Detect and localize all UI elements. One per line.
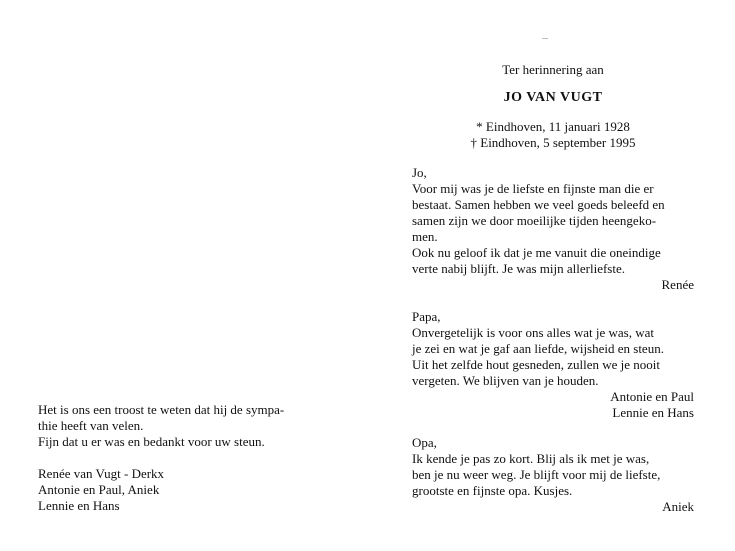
message-to-papa [412,309,694,421]
memorial-intro: Ter herinnering aan [502,62,604,77]
print-mark [542,38,548,39]
message-line: Onvergetelijk is voor ons alles wat je was, wat [412,325,655,340]
message-line: vergeten. We blijven van je houden. [412,373,599,388]
family-line: Renée van Vugt - Derkx [38,466,165,481]
life-dates [412,119,694,151]
condolence-line: thie heeft van velen. [38,418,144,433]
message-to-jo [412,165,694,293]
family-line: Lennie en Hans [38,498,120,513]
message-salutation: Jo, [412,165,427,180]
message-to-opa [412,435,694,515]
message-line: men. [412,229,438,244]
condolence-text [38,402,338,450]
birth-date: * Eindhoven, 11 januari 1928 [476,119,630,134]
message-line: samen zijn we door moeilijke tijden heengeko- [412,213,657,228]
message-line: Ook nu geloof ik dat je me vanuit die oneindige [412,245,661,260]
message-body [412,181,694,277]
message-body [412,325,694,389]
condolence-line: Fijn dat u er was en bedankt voor uw steun. [38,434,265,449]
message-line: Voor mij was je de liefste en fijnste man die er [412,181,654,196]
message-line: grootste en fijnste opa. Kusjes. [412,483,573,498]
memorial-header [412,62,694,151]
message-signature: Renée [661,277,694,292]
left-panel [38,402,338,514]
message-line: ben je nu weer weg. Je blijft voor mij de liefste, [412,467,661,482]
death-date: † Eindhoven, 5 september 1995 [470,135,636,150]
message-salutation: Papa, [412,309,441,324]
family-line: Antonie en Paul, Aniek [38,482,160,497]
condolence-line: Het is ons een troost te weten dat hij de sympa- [38,402,285,417]
family-signature [38,466,338,514]
message-line: Ik kende je pas zo kort. Blij als ik met je was, [412,451,650,466]
message-signature: Antonie en Paul [610,389,694,404]
message-body [412,451,694,499]
message-line: bestaat. Samen hebben we veel goeds beleefd en [412,197,665,212]
message-line: verte nabij blijft. Je was mijn allerliefste. [412,261,625,276]
right-panel [412,62,694,515]
deceased-name: JO VAN VUGT [503,90,603,105]
message-signature: Lennie en Hans [612,405,694,420]
message-line: Uit het zelfde hout gesneden, zullen we je nooit [412,357,661,372]
message-signature: Aniek [662,499,694,514]
message-line: je zei en wat je gaf aan liefde, wijsheid en steun. [412,341,664,356]
message-salutation: Opa, [412,435,437,450]
